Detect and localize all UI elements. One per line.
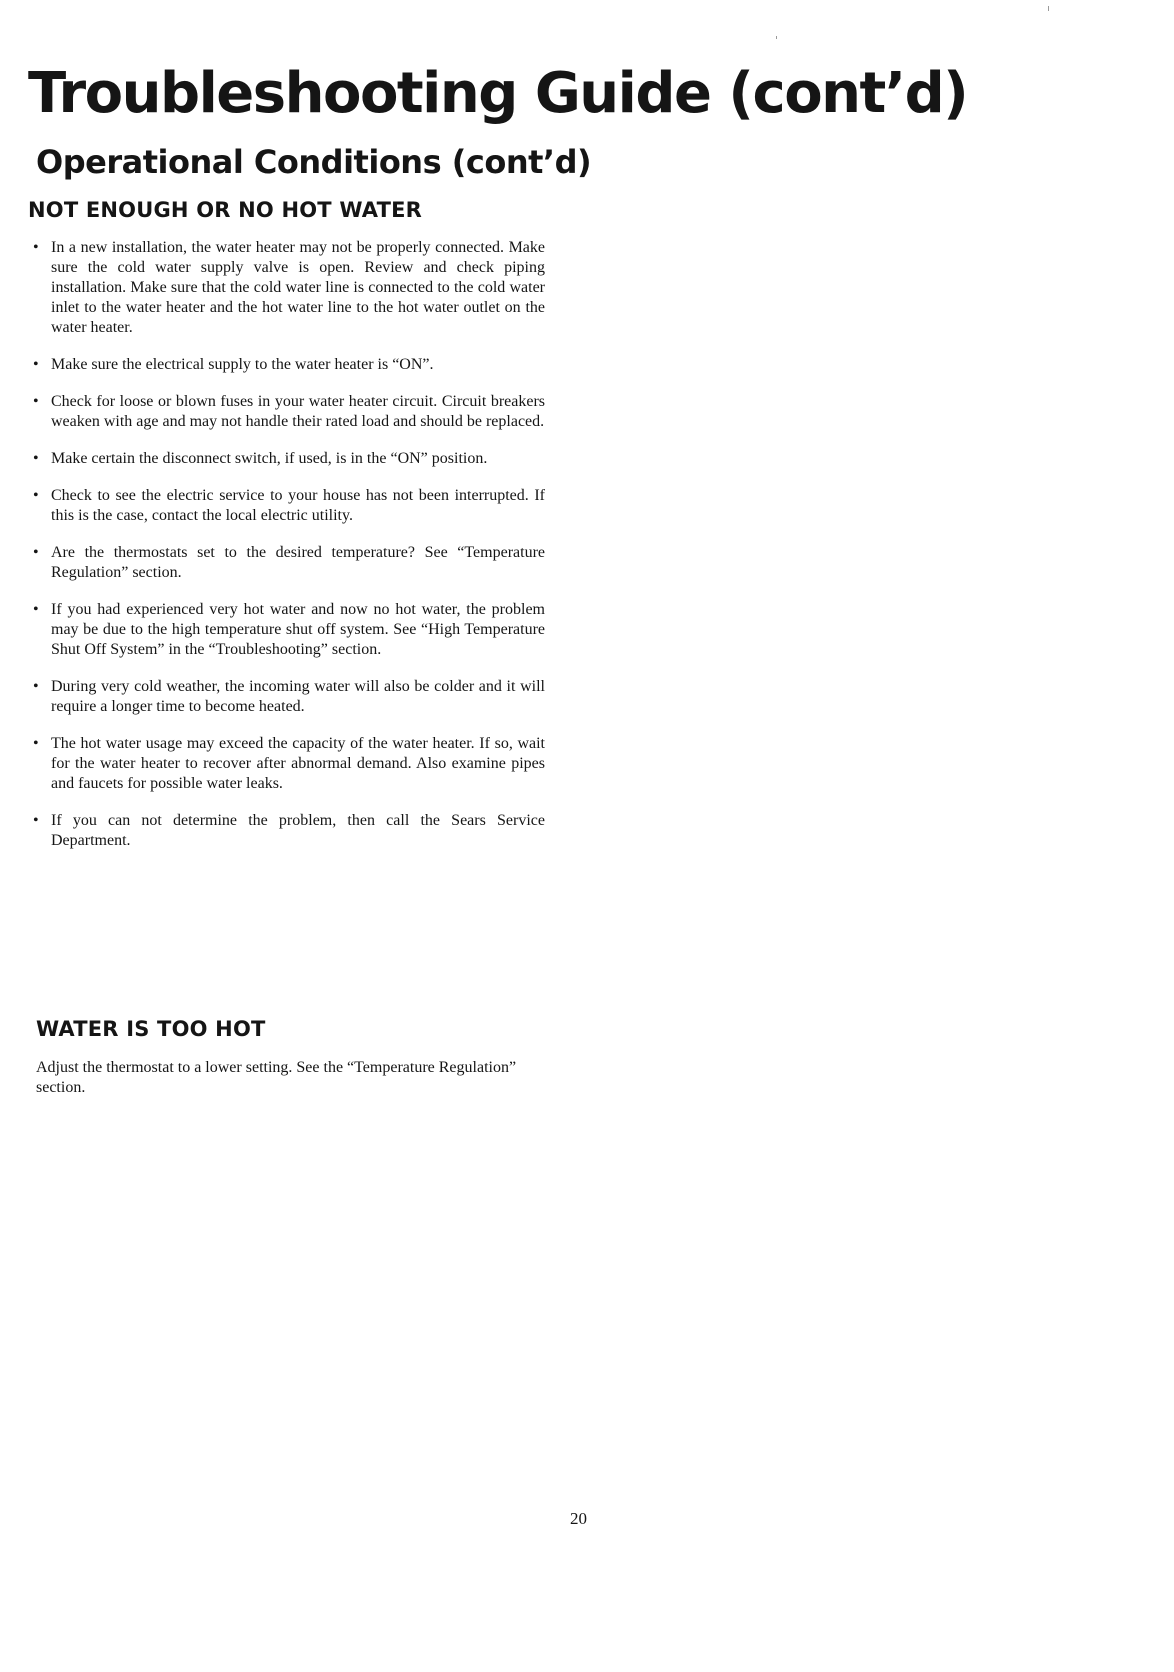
list-item-text: Check to see the electric service to your house has not been interrupted. If this is the case, contact the local electric utility. bbox=[51, 487, 545, 524]
page-subtitle: Operational Conditions (cont’d) bbox=[36, 143, 592, 181]
list-item-text: Are the thermostats set to the desired temperature? See “Temperature Regulation” section. bbox=[51, 544, 545, 581]
list-item bbox=[30, 600, 545, 660]
list-item-text: Make certain the disconnect switch, if used, is in the “ON” position. bbox=[51, 450, 488, 467]
list-item-text: During very cold weather, the incoming water will also be colder and it will require a longer time to become heated. bbox=[51, 678, 545, 715]
bullet-icon: • bbox=[33, 450, 39, 467]
bullet-icon: • bbox=[33, 678, 39, 695]
list-item-text: If you had experienced very hot water and now no hot water, the problem may be due to the high temperature shut off system. See “High Temperature Shut Off System” in the “Troubleshooting” section. bbox=[51, 601, 545, 658]
bullet-icon: • bbox=[33, 601, 39, 618]
list-item bbox=[30, 449, 545, 469]
bullet-icon: • bbox=[33, 393, 39, 410]
bullet-icon: • bbox=[33, 487, 39, 504]
list-item bbox=[30, 486, 545, 526]
section-heading-not-enough-hot-water: NOT ENOUGH OR NO HOT WATER bbox=[28, 198, 423, 222]
bullet-icon: • bbox=[33, 735, 39, 752]
page-number: 20 bbox=[570, 1509, 587, 1528]
list-item-text: If you can not determine the problem, then call the Sears Service Department. bbox=[51, 812, 545, 849]
not-enough-hot-water-list bbox=[30, 238, 545, 868]
list-item bbox=[30, 355, 545, 375]
list-item bbox=[30, 392, 545, 432]
list-item bbox=[30, 811, 545, 851]
water-too-hot-text: Adjust the thermostat to a lower setting. See the “Temperature Regulation” section. bbox=[36, 1059, 517, 1096]
list-item-text: Check for loose or blown fuses in your water heater circuit. Circuit breakers weaken with age and may not handle their rated load and should be replaced. bbox=[51, 393, 545, 430]
list-item bbox=[30, 677, 545, 717]
scan-speck bbox=[776, 36, 777, 39]
scan-speck bbox=[1048, 6, 1049, 11]
section-heading-water-too-hot: WATER IS TOO HOT bbox=[36, 1017, 266, 1041]
bullet-icon: • bbox=[33, 544, 39, 561]
list-item bbox=[30, 734, 545, 794]
bullet-icon: • bbox=[33, 239, 39, 256]
list-item bbox=[30, 238, 545, 338]
bullet-icon: • bbox=[33, 812, 39, 829]
page-title: Troubleshooting Guide (cont’d) bbox=[28, 61, 968, 126]
bullet-icon: • bbox=[33, 356, 39, 373]
list-item-text: In a new installation, the water heater may not be properly connected. Make sure the cold water supply valve is open. Review and check piping installation. Make sure that the cold water line is connected to the cold water inlet to the water heater and the hot water line to the hot water outlet on the water heater. bbox=[51, 239, 545, 336]
list-item-text: The hot water usage may exceed the capacity of the water heater. If so, wait for the water heater to recover after abnormal demand. Also examine pipes and faucets for possible water leaks. bbox=[51, 735, 545, 792]
list-item-text: Make sure the electrical supply to the water heater is “ON”. bbox=[51, 356, 434, 373]
list-item bbox=[30, 543, 545, 583]
